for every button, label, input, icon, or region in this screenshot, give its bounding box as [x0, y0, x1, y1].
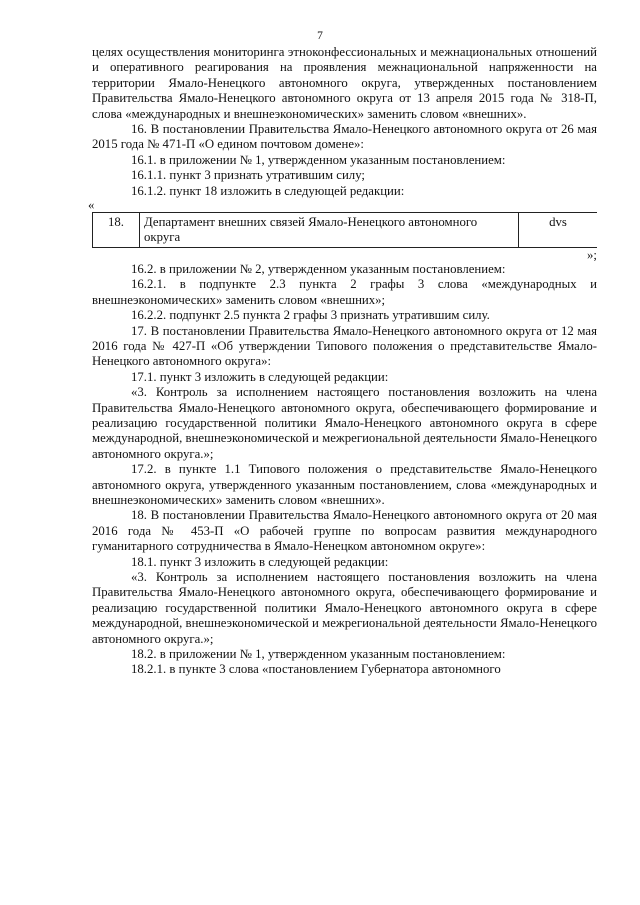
- paragraph: 16.2.2. подпункт 2.5 пункта 2 графы 3 признать утратившим силу.: [131, 308, 490, 323]
- paragraph: «3. Контроль за исполнением настоящего постановления возложить на члена Правительства Ямало-Ненецкого автономного округа, обеспечивающего формирование и реализацию государственной политики Ямало-Ненецкого автономного округа в сфере международной, внешнеэкономической и межрегиональной деятельности Ямало-Ненецкого автономного округа.»;: [92, 385, 597, 461]
- paragraph: 18.2. в приложении № 1, утвержденном указанным постановлением:: [131, 647, 506, 662]
- page-number: 7: [317, 30, 323, 42]
- paragraph: 16. В постановлении Правительства Ямало-Ненецкого автономного округа от 26 мая 2015 года № 471-П «О едином почтовом домене»:: [92, 122, 597, 152]
- paragraph: «3. Контроль за исполнением настоящего постановления возложить на члена Правительства Ямало-Ненецкого автономного округа, обеспечивающего формирование и реализацию государственной политики Ямало-Ненецкого автономного округа в сфере международной, внешнеэкономической и межрегиональной деятельности Ямало-Ненецкого автономного округа.»;: [92, 570, 597, 646]
- paragraph: 18. В постановлении Правительства Ямало-Ненецкого автономного округа от 20 мая 2016 года № 453-П «О рабочей группе по вопросам развития международного гуманитарного сотрудничества в Ямало-Ненецком автономном округе»:: [92, 508, 597, 554]
- amendment-table: [92, 212, 597, 248]
- quote-open-mark: «: [88, 198, 95, 213]
- paragraphs-before: [92, 45, 597, 199]
- paragraph: 17. В постановлении Правительства Ямало-Ненецкого автономного округа от 12 мая 2016 года № 427-П «Об утверждении Типового положения о представительстве Ямало-Ненецкого автономного округа»:: [92, 323, 597, 369]
- quote-close-mark: »;: [587, 247, 597, 262]
- paragraph: целях осуществления мониторинга этноконфессиональных и межнациональных отношений и оперативного реагирования на проявления межнациональной напряженности на территории Ямало-Ненецкого автономного округа, утвержденных постановлением Правительства Ямало-Ненецкого автономного округа от 13 апреля 2015 года № 318-П, слова «международных и внешнеэкономических» заменить словом «внешних».: [92, 45, 597, 121]
- table-cell-department: Департамент внешних связей Ямало-Ненецкого автономного округа: [140, 213, 519, 248]
- paragraph: 16.1.1. пункт 3 признать утратившим силу;: [131, 168, 365, 183]
- paragraph: 16.2.1. в подпункте 2.3 пункта 2 графы 3 слова «международных и внешнеэкономических» заменить словом «внешних»;: [92, 277, 597, 307]
- paragraph: 17.1. пункт 3 изложить в следующей редакции:: [131, 369, 389, 384]
- paragraph: 16.1.2. пункт 18 изложить в следующей редакции:: [131, 183, 405, 198]
- paragraph: 16.1. в приложении № 1, утвержденном указанным постановлением:: [131, 152, 506, 167]
- paragraph: 18.1. пункт 3 изложить в следующей редакции:: [131, 554, 389, 569]
- table-row: [93, 213, 598, 248]
- paragraph: 18.2.1. в пункте 3 слова «постановлением Губернатора автономного: [131, 662, 501, 677]
- table-cell-number: 18.: [93, 213, 140, 248]
- paragraphs-after: [92, 262, 597, 678]
- paragraph: 16.2. в приложении № 2, утвержденном указанным постановлением:: [131, 261, 506, 276]
- table-cell-code: dvs: [519, 213, 598, 248]
- paragraph: 17.2. в пункте 1.1 Типового положения о представительстве Ямало-Ненецкого автономного округа, утвержденного указанным постановлением, слова «международных и внешнеэкономических» заменить словом «внешних».: [92, 462, 597, 507]
- document-body: [88, 45, 597, 678]
